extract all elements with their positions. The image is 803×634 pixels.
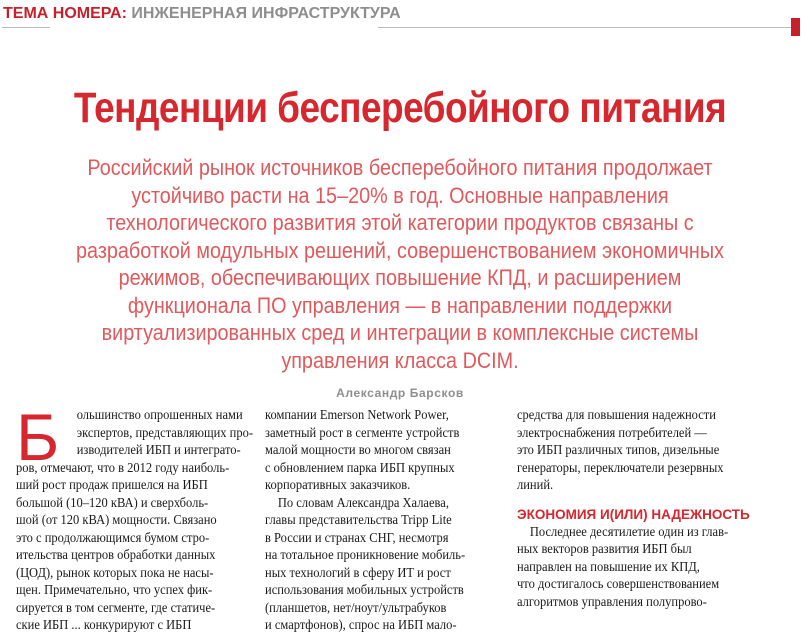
text-line: ские ИБП ... конкурируют с ИБП — [16, 617, 192, 632]
text-line: компании Emerson Network Power, — [265, 407, 449, 422]
lead-line: Российский рынок источников бесперебойного питания продолжает — [87, 155, 713, 180]
corner-marker — [791, 18, 800, 36]
article-title: Тенденции бесперебойного питания — [73, 84, 727, 132]
text-line: ительства центров обработки данных — [16, 547, 216, 562]
lead-line: режимов, обеспечивающих повышение КПД, и расширением — [118, 265, 682, 290]
drop-cap: Б — [16, 400, 60, 474]
text-line: Последнее десятилетие один из глав- — [529, 523, 729, 539]
lead-line: разработкой модульных решений, совершенствованием экономичных — [76, 237, 724, 263]
text-column-1 — [16, 400, 258, 632]
text-line: на тотальное проникновение мобиль- — [265, 547, 466, 562]
text-line: ных технологий в сферу ИТ и рост — [265, 564, 451, 580]
text-line: малой мощности во многом связан — [265, 442, 451, 457]
text-column-3 — [517, 406, 759, 609]
text-line: ший рост продаж пришелся на ИБП — [16, 477, 208, 492]
text-line: ных векторов развития ИБП был — [517, 541, 692, 556]
article-author: Александр Барсков — [336, 386, 464, 400]
text-line: линий. — [517, 477, 554, 492]
lead-line: технологического развития этой категории продуктов связаны с — [106, 210, 694, 235]
lead-line: функционала ПО управления — в направлении поддержки — [127, 292, 673, 318]
text-line: экспертов, представляющих про- — [76, 424, 254, 440]
text-line: По словам Александра Халаева, — [277, 494, 449, 510]
text-line: щен. Примечательно, что успех фик- — [16, 582, 213, 597]
subheading: ЭКОНОМИЯ И(ИЛИ) НАДЕЖНОСТЬ — [517, 506, 750, 522]
text-line: это с продолжающимся бумом стро- — [16, 529, 210, 545]
text-line: большой (10–120 кВА) и сверхболь- — [16, 494, 209, 510]
section-name: ИНЖЕНЕРНАЯ ИНФРАСТРУКТУРА — [131, 5, 401, 22]
section-header — [0, 0, 803, 27]
text-column-2 — [265, 406, 507, 632]
text-line: электроснабжения потребителей — — [517, 424, 707, 440]
article-lead — [0, 154, 800, 374]
text-line: что достигалось совершенствованием — [517, 576, 720, 591]
lead-line: виртуализированных сред и интеграции в комплексные системы — [101, 320, 699, 345]
header-rule-right — [378, 27, 800, 28]
text-line: ров, отмечают, что в 2012 году наиболь- — [16, 459, 230, 475]
text-line: корпоративных заказчиков. — [265, 477, 411, 492]
lead-line: устойчиво расти на 15–20% в год. Основные направления — [131, 182, 669, 208]
text-line: шой (от 120 кВА) мощности. Связано — [16, 512, 217, 527]
text-line: сируется в том сегменте, где статиче- — [16, 599, 216, 615]
text-line: средства для повышения надежности — [517, 407, 716, 422]
text-line: это ИБП различных типов, дизельные — [517, 442, 720, 457]
section-prefix: ТЕМА НОМЕРА: — [3, 5, 127, 22]
text-line: алгоритмов управления полупрово- — [517, 593, 707, 609]
text-line: использования мобильных устройств — [265, 582, 464, 597]
text-line: заметный рост в сегменте устройств — [265, 424, 460, 440]
text-line: направлен на повышение их КПД, — [517, 558, 700, 574]
text-line: ольшинство опрошенных нами — [76, 407, 243, 422]
text-line: главы представительства Tripp Lite — [265, 512, 452, 527]
text-line: (планшетов, нет/ноут/ультрабуков — [265, 599, 447, 615]
header-rule-left — [2, 27, 50, 28]
text-line: изводителей ИБП и интеграто- — [76, 442, 241, 457]
text-line: в России и странах СНГ, несмотря — [265, 529, 449, 545]
text-line: с обновлением парка ИБП крупных — [265, 459, 455, 475]
text-line: (ЦОД), рынок которых пока не насы- — [16, 564, 214, 580]
lead-line: управления класса DCIM. — [281, 347, 519, 373]
text-line: и смартфонов), спрос на ИБП мало- — [265, 617, 457, 632]
text-line: генераторы, переключатели резервных — [517, 459, 724, 475]
